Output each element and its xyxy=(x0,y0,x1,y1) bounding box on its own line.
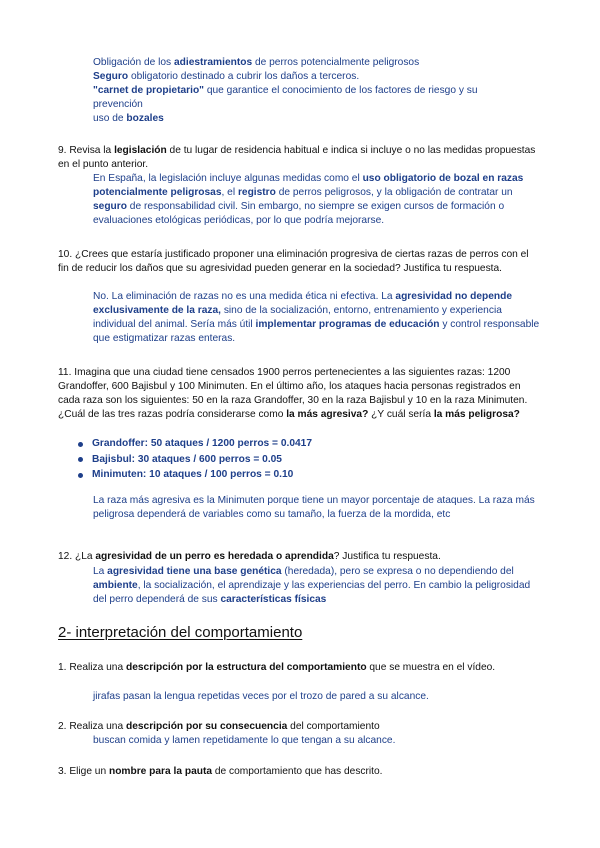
section2-question-2 xyxy=(58,720,538,734)
attack-ratio-list xyxy=(78,437,538,482)
section2-answer-1 xyxy=(93,690,543,704)
text: (heredada), pero se expresa o no dependiendo del xyxy=(281,566,514,577)
text: 10. ¿Crees que estaría justificado proponer una eliminación progresiva de ciertas razas de perros con el fin de reducir los daños que su agresividad pueden generar en la sociedad? Justifica tu respuesta. xyxy=(58,249,529,274)
bold-text: "carnet de propietario" xyxy=(93,85,204,96)
text: 12. ¿La xyxy=(58,551,96,562)
bullet-icon xyxy=(78,473,83,478)
text: de responsabilidad civil. Sin embargo, no siempre se exigen cursos de formación o evaluaciones etológicas periódicas, por lo que podría mejorarse. xyxy=(93,201,505,226)
text: ¿Y cuál sería xyxy=(368,409,434,420)
bullet-icon xyxy=(78,457,83,462)
bold-text: la más peligrosa? xyxy=(433,409,520,420)
section-heading: 2- interpretación del comportamiento xyxy=(58,624,303,641)
bold-text: la más agresiva? xyxy=(286,409,369,420)
bold-text: implementar programas de educación xyxy=(255,319,440,330)
section2-answer-2 xyxy=(93,734,543,748)
list-item-text: Bajisbul: 30 ataques / 600 perros = 0.05 xyxy=(92,453,282,465)
measures-list xyxy=(93,56,543,126)
measure-item xyxy=(93,56,543,70)
bold-text: agresividad de un perro es heredada o aprendida xyxy=(95,551,334,562)
text: 2. Realiza una xyxy=(58,721,126,732)
text: ? Justifica tu respuesta. xyxy=(333,551,441,562)
text: , el xyxy=(221,187,238,198)
bold-text: descripción por su consecuencia xyxy=(125,721,288,732)
text: de comportamiento que has descrito. xyxy=(212,766,383,777)
question-9 xyxy=(58,144,538,172)
bold-text: características físicas xyxy=(220,594,327,605)
text: , la socialización, el aprendizaje y las experiencias del perro. En cambio la peligrosidad del perro dependerá de sus xyxy=(93,580,531,605)
text: de perros potencialmente peligrosos xyxy=(252,57,420,68)
measure-item xyxy=(93,70,543,84)
bold-text: uso obligatorio de bozal en razas potencialmente peligrosas xyxy=(93,173,524,198)
measure-item xyxy=(93,84,513,112)
section2-question-3 xyxy=(58,765,538,779)
bold-text: Seguro xyxy=(93,71,129,82)
answer-10 xyxy=(93,290,543,346)
question-10 xyxy=(58,248,538,276)
question-11 xyxy=(58,366,538,422)
text: sino de la socialización, entorno, entrenamiento y experiencia individual del animal. Sería más útil xyxy=(93,305,502,330)
bold-text: agresividad tiene una base genética xyxy=(107,566,282,577)
bullet-icon xyxy=(78,442,83,447)
list-item-text: Grandoffer: 50 ataques / 1200 perros = 0.0417 xyxy=(92,438,312,449)
bold-text: agresividad no depende exclusivamente de la raza, xyxy=(93,291,513,316)
list-item xyxy=(78,453,538,467)
bold-text: ambiente xyxy=(93,580,138,591)
text: La xyxy=(93,566,108,577)
text: 9. Revisa la xyxy=(58,145,115,156)
bold-text: adiestramientos xyxy=(173,57,253,68)
text: No. La eliminación de razas no es una medida ética ni efectiva. La xyxy=(93,291,396,302)
text: buscan comida y lamen repetidamente lo que tengan a su alcance. xyxy=(93,735,396,746)
text: 3. Elige un xyxy=(58,766,109,777)
text: La raza más agresiva es la Minimuten porque tiene un mayor porcentaje de ataques. La raza más peligrosa dependerá de variables como su tamaño, la fuerza de la mordida, etc xyxy=(93,495,535,520)
bold-text: descripción por la estructura del comportamiento xyxy=(125,662,367,673)
text: jirafas pasan la lengua repetidas veces por el trozo de pared a su alcance. xyxy=(93,691,429,702)
text: del comportamiento xyxy=(287,721,380,732)
text: 1. Realiza una xyxy=(58,662,126,673)
text: de perros peligrosos, y la obligación de contratar un xyxy=(275,187,513,198)
list-item xyxy=(78,437,538,451)
text: de tu lugar de residencia habitual e indica si incluye o no las medidas propuestas en el punto anterior. xyxy=(58,145,536,170)
text: que garantice el conocimiento de los factores de riesgo y su prevención xyxy=(93,85,478,110)
answer-9 xyxy=(93,172,543,228)
bold-text: seguro xyxy=(93,201,127,212)
text: uso de xyxy=(93,113,127,124)
list-item xyxy=(78,468,538,482)
text: y control responsable que estigmatizar razas enteras. xyxy=(93,319,540,344)
question-12 xyxy=(58,550,538,564)
answer-12 xyxy=(93,565,543,607)
text: En España, la legislación incluye algunas medidas como el xyxy=(93,173,363,184)
list-item-text: Minimuten: 10 ataques / 100 perros = 0.10 xyxy=(92,469,294,480)
text: 11. Imagina que una ciudad tiene censados 1900 perros pertenecientes a las siguientes razas: 1200 Grandoffer, 600 Bajisbul y 100 Minimuten. En el último año, los ataques hacia personas registrados en cada raza son los siguientes: 50 en la raza Grandoffer, 30 en la raza Bajisbul y 10 en la raza Minimuten. ¿Cuál de las tres razas podría considerarse como xyxy=(58,367,528,420)
bold-text: bozales xyxy=(126,113,164,124)
text: Obligación de los xyxy=(93,57,174,68)
bold-text: nombre para la pauta xyxy=(108,766,213,777)
text: que se muestra en el vídeo. xyxy=(366,662,496,673)
answer-11 xyxy=(93,494,543,522)
bold-text: registro xyxy=(237,187,276,198)
text: obligatorio destinado a cubrir los daños a terceros. xyxy=(128,71,360,82)
measure-item xyxy=(93,112,543,126)
bold-text: legislación xyxy=(114,145,167,156)
section2-question-1 xyxy=(58,661,538,675)
